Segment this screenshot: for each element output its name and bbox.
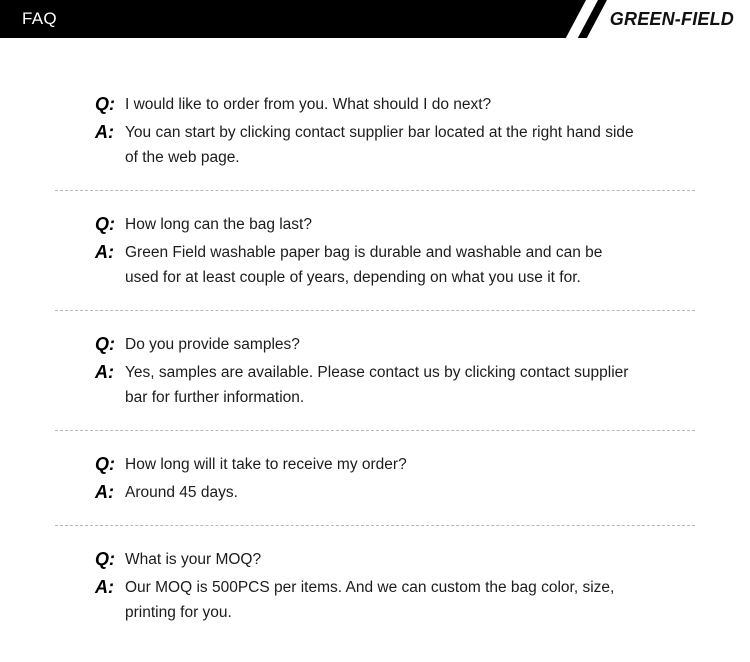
faq-answer-row: [55, 240, 695, 290]
answer-marker: A:: [95, 362, 114, 382]
faq-block: [55, 311, 695, 430]
faq-item: [55, 526, 695, 645]
answer-marker: A:: [95, 577, 114, 597]
faq-question-text: How long will it take to receive my order?: [125, 456, 407, 473]
faq-question-row: [55, 547, 695, 572]
faq-question-row: [55, 92, 695, 117]
faq-block: [55, 191, 695, 310]
answer-marker: A:: [95, 122, 114, 142]
question-marker: Q:: [95, 549, 115, 569]
question-marker: Q:: [95, 214, 115, 234]
faq-item: [55, 191, 695, 311]
page-title: FAQ: [22, 9, 57, 28]
faq-answer-text: Around 45 days.: [125, 484, 238, 501]
faq-item: [55, 42, 695, 191]
faq-answer-row: [55, 575, 695, 625]
faq-answer-text: Yes, samples are available. Please contact us by clicking contact supplier bar for further information.: [125, 364, 629, 406]
faq-answer-text: Green Field washable paper bag is durable and washable and can be used for at least couple of years, depending on what you use it for.: [125, 244, 603, 286]
faq-question-text: What is your MOQ?: [125, 551, 262, 568]
faq-question-text: How long can the bag last?: [125, 216, 312, 233]
faq-answer-text: Our MOQ is 500PCS per items. And we can custom the bag color, size, printing for you.: [125, 579, 615, 621]
faq-question-row: [55, 452, 695, 477]
faq-question-text: Do you provide samples?: [125, 336, 300, 353]
answer-marker: A:: [95, 242, 114, 262]
brand-logo-text: GREEN-FIELD: [609, 9, 734, 29]
faq-question-row: [55, 212, 695, 237]
faq-item: [55, 431, 695, 526]
faq-answer-row: [55, 480, 695, 505]
faq-question-text: I would like to order from you. What should I do next?: [125, 96, 492, 113]
faq-answer-row: [55, 360, 695, 410]
faq-list: [0, 42, 750, 645]
header-black-bar: [0, 0, 600, 38]
page-header: [0, 0, 750, 42]
faq-block: [55, 526, 695, 645]
question-marker: Q:: [95, 94, 115, 114]
question-marker: Q:: [95, 334, 115, 354]
question-marker: Q:: [95, 454, 115, 474]
faq-block: [55, 42, 695, 190]
answer-marker: A:: [95, 482, 114, 502]
faq-answer-row: [55, 120, 695, 170]
faq-question-row: [55, 332, 695, 357]
faq-answer-text: You can start by clicking contact supplier bar located at the right hand side of the web page.: [125, 124, 634, 166]
faq-item: [55, 311, 695, 431]
faq-block: [55, 431, 695, 525]
